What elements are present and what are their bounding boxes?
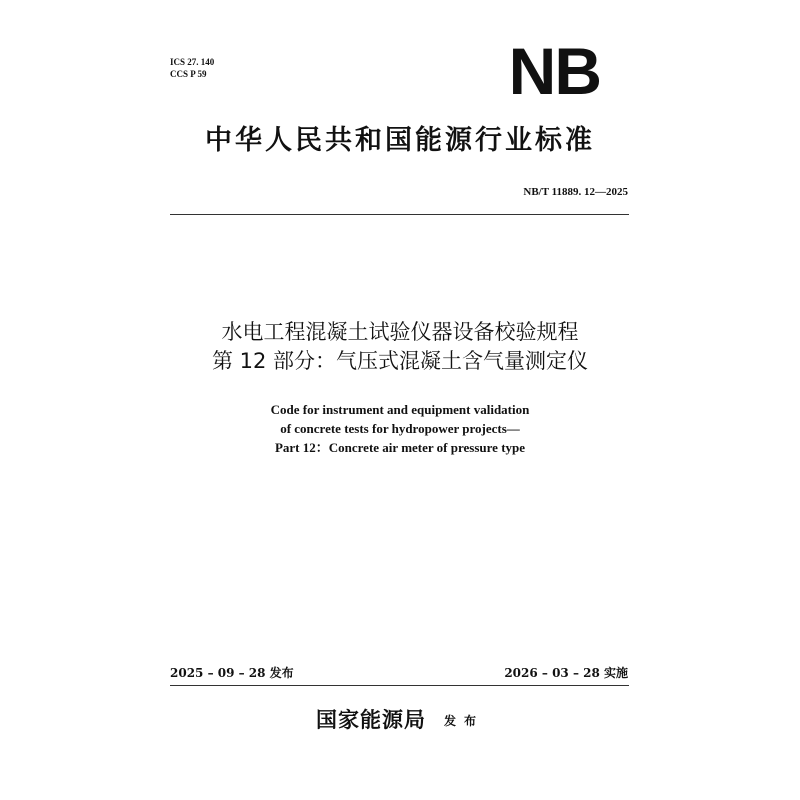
chinese-title-line-2: 第 12 部分：气压式混凝土含气量测定仪 — [211, 349, 589, 373]
implementation-date: 2026 – 03 – 28 实施 — [504, 666, 628, 680]
english-title-line-3: Part 12：Concrete air meter of pressure type — [274, 440, 526, 455]
chinese-title — [0, 318, 800, 376]
issue-date: 2025 – 09 – 28 发布 — [170, 666, 294, 680]
standard-category: 中华人民共和国能源行业标准 — [205, 125, 595, 156]
english-title — [0, 400, 800, 457]
ccs-code: CCS P 59 — [170, 69, 207, 79]
issuer — [0, 704, 800, 734]
issuer-action: 发布 — [443, 714, 484, 728]
top-divider — [170, 214, 629, 215]
english-title-line-1: Code for instrument and equipment validation — [270, 402, 530, 417]
chinese-title-line-1: 水电工程混凝土试验仪器设备校验规程 — [221, 320, 579, 344]
nb-logo: NB — [508, 34, 600, 108]
issuer-name: 国家能源局 — [315, 707, 426, 732]
bottom-divider — [170, 685, 629, 686]
standard-number: NB/T 11889. 12—2025 — [523, 186, 628, 198]
classification-codes — [170, 56, 214, 80]
english-title-line-2: of concrete tests for hydropower projects— — [280, 421, 520, 436]
ics-code: ICS 27. 140 — [170, 57, 215, 67]
